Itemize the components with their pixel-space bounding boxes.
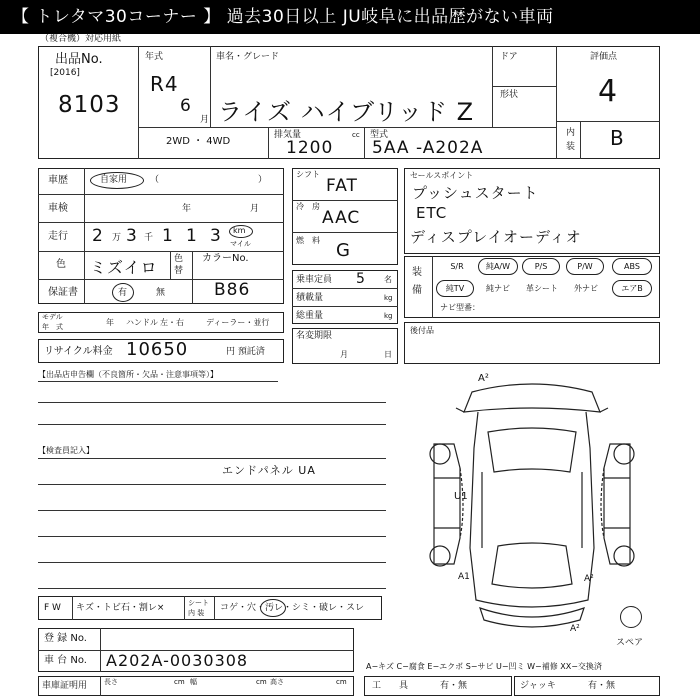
mileage-km: km (233, 226, 246, 235)
defects-fw-items: キズ・トビ石・割レ× (76, 603, 165, 613)
model-code-value: 5AA -A202A (372, 138, 484, 158)
inspection-year: 年 (182, 204, 192, 214)
displacement-label: 排気量 (274, 130, 302, 140)
capacity-label: 乗車定員 (296, 275, 333, 285)
history-paren-open: （ (150, 175, 160, 185)
history-paren-close: ） (258, 175, 268, 185)
year-month-unit: 月 (200, 115, 210, 125)
model-row-dealer: ディーラー・並行 (206, 318, 270, 327)
colorno-label: カラーNo. (202, 253, 249, 264)
banner-title: 【 トレタマ30コーナー 】 過去30日以上 JU岐阜に出品歴がない車両 (0, 0, 700, 34)
mileage-v2: 3 (126, 226, 138, 246)
load-unit: kg (384, 294, 393, 302)
dealer-notes-label: 【出品店申告欄（不良箇所・欠品・注意事項等）】 (38, 370, 218, 379)
inspection-month: 月 (250, 204, 260, 214)
interior-label-2: 装 (566, 142, 576, 152)
warranty-label: 保証書 (48, 287, 78, 298)
certificate-height: 高さ (270, 678, 284, 686)
equipment-label-1: 装 (412, 267, 422, 278)
recycle-label: リサイクル料金 (44, 346, 113, 357)
score-label: 評価点 (590, 52, 618, 62)
interior-value: B (610, 126, 625, 150)
aftermarket-box (404, 322, 660, 364)
recycle-value: 10650 (126, 339, 189, 360)
lot-number: 8103 (58, 92, 121, 118)
fuel-value: G (336, 240, 351, 261)
diagram-mark-top: A² (478, 373, 489, 384)
interior-label-1: 内 (566, 128, 576, 138)
fuel-label: 燃 料 (296, 236, 320, 245)
history-selected: 自家用 (100, 175, 128, 185)
year-label: 年式 (145, 52, 164, 62)
warranty-no: 無 (156, 288, 166, 298)
spare-label: スペア (616, 638, 644, 648)
name-change-label: 名変期限 (296, 331, 333, 341)
load-label: 積載量 (296, 293, 324, 303)
capacity-value: 5 (356, 271, 366, 287)
colorno-value: B86 (214, 280, 251, 300)
model-code-label: 型式 (370, 130, 389, 140)
color-label: 色 (56, 259, 66, 270)
equip-aw: 純A/W (478, 258, 518, 275)
model-row-lr: 左・右 (160, 318, 184, 327)
sales-point-line-2: ETC (416, 204, 448, 222)
defects-circle (260, 599, 286, 617)
aftermarket-label: 後付品 (410, 326, 434, 335)
legend: A−キズ C−腐食 E−エクボ S−サビ U−凹ミ W−補修 XX−交換済 (366, 662, 602, 671)
mileage-v1: 2 (92, 226, 104, 246)
aircon-label: 冷 房 (296, 202, 320, 211)
color-value: ミズイロ (90, 258, 158, 277)
mileage-v4: 1 (186, 226, 198, 246)
equipment-label-2: 備 (412, 285, 422, 296)
certificate-label: 車庫証明用 (42, 681, 88, 691)
door-label: ドア (500, 52, 518, 62)
color-change-2: 替 (174, 266, 184, 276)
jack-value: 有・無 (588, 681, 616, 691)
tools-label: 工 具 (372, 681, 409, 691)
equip-navi: 純ナビ (486, 284, 510, 293)
shift-label: シフト (296, 170, 320, 179)
equip-ps: P/S (522, 258, 560, 275)
certificate-height-unit: cm (336, 678, 347, 686)
defects-seat-2: 内 装 (188, 609, 205, 617)
name-change-month: 月 (340, 350, 348, 359)
equip-airbag: エアB (612, 280, 652, 297)
aircon-value: AAC (322, 208, 361, 228)
lot-year-tag: [2016] (50, 68, 80, 78)
defects-seat-items: コゲ・穴・汚レ・シミ・破レ・スレ (220, 603, 365, 613)
diagram-mark-fr: A² (584, 574, 594, 584)
shape-label: 形状 (500, 90, 519, 100)
color-change-1: 色 (174, 254, 184, 264)
year-era: R4 (150, 72, 179, 96)
equip-pw: P/W (566, 258, 604, 275)
diagram-mark-fl: A1 (458, 572, 470, 582)
mileage-v3: 1 (162, 226, 174, 246)
model-row-label-1: モデル (42, 313, 63, 321)
chassis-label: 車 台 No. (44, 655, 87, 666)
score-value: 4 (598, 74, 619, 109)
defects-seat-1: シート (188, 599, 209, 607)
sales-point-line-3: ディスプレイオーディオ (410, 228, 582, 246)
registration-label: 登 録 No. (44, 633, 87, 644)
year-month: 6 (180, 96, 192, 116)
car-name-value: ライズ ハイブリッド Z (218, 98, 475, 126)
spare-tire-icon (620, 606, 642, 628)
certificate-width-unit: cm (256, 678, 267, 686)
inspector-notes-label: 【検査員記入】 (38, 446, 94, 455)
mileage-label: 走行 (48, 231, 68, 242)
sales-point-line-1: プッシュスタート (412, 184, 539, 202)
certificate-length: 長さ (104, 678, 118, 686)
displacement-value: 1200 (286, 138, 334, 158)
history-label: 車歴 (48, 175, 68, 186)
mileage-v5: 3 (210, 226, 222, 246)
sales-point-label: セールスポイント (410, 171, 474, 180)
inspection-label: 車検 (48, 203, 68, 214)
model-row-year: 年 (106, 318, 114, 327)
equip-abs: ABS (612, 258, 652, 275)
model-row-label-2: 年 式 (42, 323, 63, 331)
jack-label: ジャッキ (520, 681, 556, 691)
warranty-yes: 有 (118, 288, 128, 298)
model-row-handle: ハンドル (126, 318, 158, 327)
equip-tv: 純TV (436, 280, 474, 297)
shift-value: FAT (326, 176, 358, 196)
car-name-label: 車名・グレード (216, 52, 280, 62)
capacity-unit: 名 (384, 275, 392, 284)
certificate-width: 幅 (190, 678, 197, 686)
chassis-value: A202A-0030308 (106, 651, 249, 670)
certificate-length-unit: cm (174, 678, 185, 686)
diagram-mark-bottom: A² (570, 624, 580, 634)
weight-unit: kg (384, 312, 393, 320)
diagram-mark-side: U1 (454, 491, 468, 502)
paper-note: （複合機）対応用紙 (40, 34, 122, 44)
weight-label: 総重量 (296, 311, 324, 321)
equip-leather: 革シート (526, 284, 558, 293)
inspector-notes-text: エンドパネル UA (222, 464, 316, 477)
displacement-unit: cc (352, 131, 360, 139)
mileage-mile: マイル (230, 240, 251, 248)
defects-fw: F W (44, 603, 61, 613)
mileage-u2: 千 (144, 233, 154, 243)
recycle-unit: 円 預託済 (226, 347, 265, 357)
mileage-u1: 万 (112, 233, 122, 243)
tools-value: 有・無 (440, 681, 468, 691)
equip-ext-navi: 外ナビ (574, 284, 598, 293)
navi-model-label: ナビ型番： (440, 303, 480, 312)
drive-label: 2WD ・ 4WD (166, 136, 231, 147)
name-change-day: 日 (384, 350, 392, 359)
equip-sr: S/R (450, 262, 464, 271)
lot-label: 出品No. (55, 52, 103, 67)
